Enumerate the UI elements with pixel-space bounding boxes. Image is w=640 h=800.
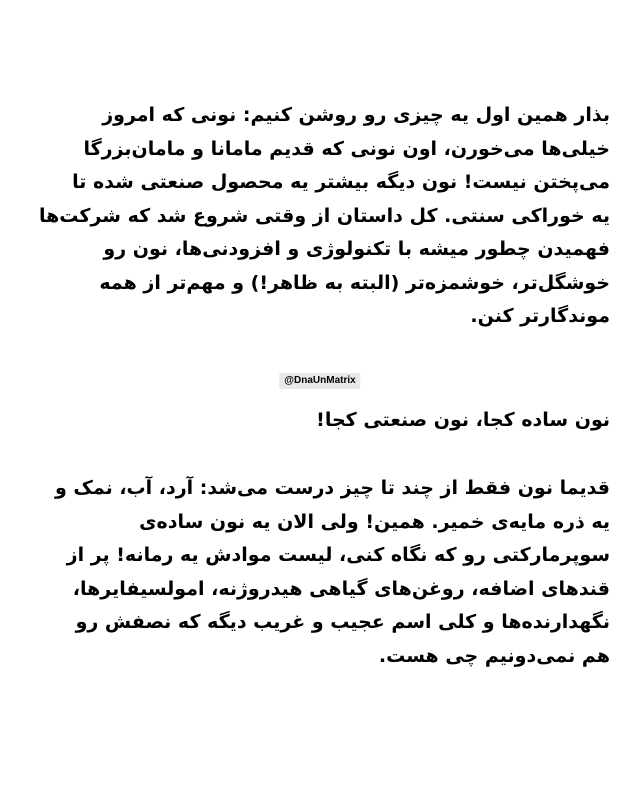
body-line-2: یه ذره مایه‌ی خمیر. همین! ولی الان یه نون ساده‌ی <box>139 510 610 533</box>
watermark-handle: @DnaUnMatrix <box>279 373 360 389</box>
body-line-3: سوپرمارکتی رو که نگاه کنی، لیست موادش یه رمانه! پر از <box>66 544 610 566</box>
intro-line-1: بذار همین اول یه چیزی رو روشن کنیم: نونی که امروز <box>102 104 610 126</box>
body-line-6: هم نمی‌دونیم چی هست. <box>378 644 610 667</box>
intro-line-7: موندگارتر کنن. <box>470 305 610 327</box>
body-line-4: قندهای اضافه، روغن‌های گیاهی هیدروژنه، امولسیفایرها، <box>72 577 610 600</box>
intro-line-6: خوشگل‌تر، خوشمزه‌تر (البته به ظاهر!) و مهم‌تر از همه <box>99 271 610 294</box>
intro-line-5: فهمیدن چطور میشه با تکنولوژی و افزودنی‌ها، نون رو <box>103 238 610 260</box>
intro-line-4: یه خوراکی سنتی. کل داستان از وقتی شروع شد که شرکت‌ها <box>38 204 610 227</box>
intro-line-3: می‌پختن نیست! نون دیگه بیشتر یه محصول صنعتی شده تا <box>72 171 610 193</box>
section-heading-text: نون ساده کجا، نون صنعتی کجا! <box>316 409 610 431</box>
intro-line-2: خیلی‌ها می‌خورن، اون نونی که قدیم مامانا و مامان‌بزرگا <box>83 137 610 160</box>
body-line-1: قدیما نون فقط از چند تا چیز درست می‌شد: آرد، آب، نمک و <box>54 477 610 499</box>
body-paragraph <box>26 472 610 673</box>
section-heading <box>26 404 610 438</box>
intro-paragraph <box>26 99 610 334</box>
body-line-5: نگهدارنده‌ها و کلی اسم عجیب و غریب دیگه که نصفش رو <box>75 611 610 633</box>
